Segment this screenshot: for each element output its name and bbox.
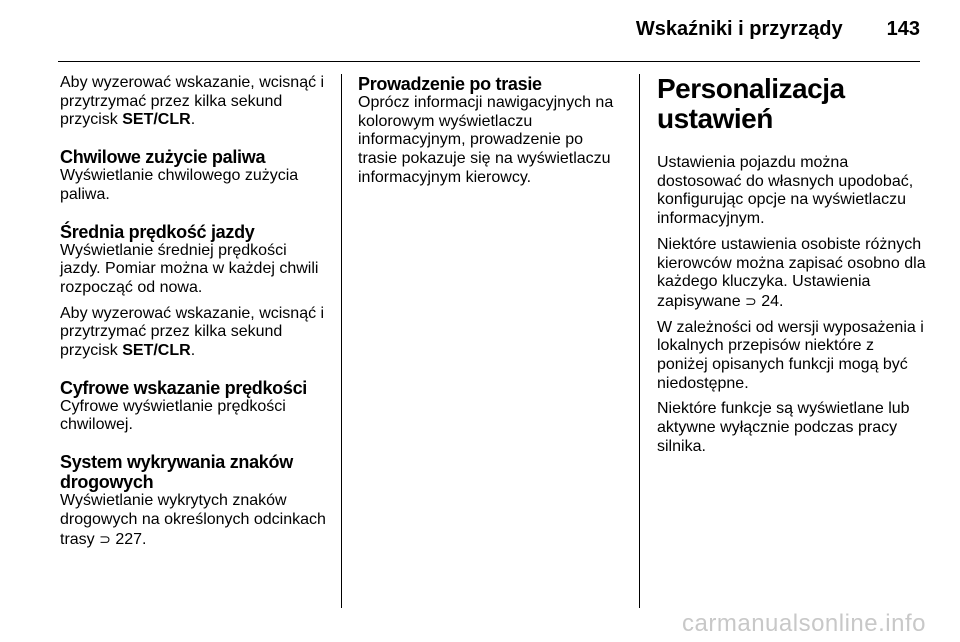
reset-end-2: . — [190, 342, 196, 360]
sign-recognition-heading: System wykrywania znaków drogowych — [60, 452, 293, 493]
personalization-p2 — [657, 236, 927, 312]
set-clr-label-1: SET/CLR — [122, 111, 191, 129]
watermark: carmanualsonline.info — [682, 610, 926, 637]
set-clr-label-2: SET/CLR — [122, 342, 191, 360]
sign-page-ref: 227. — [115, 530, 147, 548]
speed-heading: Średnia prędkość jazdy — [60, 221, 255, 242]
header-title: Wskaźniki i przyrządy — [635, 18, 843, 40]
fuel-text: Wyświetlanie chwilowego zużycia paliwa. — [60, 167, 299, 203]
personalization-p1: Ustawienia pojazdu można dostosować do własnych upodobać, konfigurując opcje na wyświetlaczu informacyjnym. — [657, 154, 914, 228]
p2-text: Niektóre ustawienia osobiste różnych kierowców można zapisać osobno dla każdego kluczyka. Ustawienia zapisywane — [657, 235, 926, 310]
speed-text: Wyświetlanie średniej prędkości jazdy. Pomiar można w każdej chwili rozpocząć od nowa. — [60, 241, 319, 296]
reset-end-1: . — [190, 111, 196, 129]
column-2 — [358, 74, 620, 195]
route-guidance-heading: Prowadzenie po trasie — [358, 74, 542, 94]
p2-page-ref: 24. — [761, 292, 784, 310]
page-header — [636, 18, 920, 41]
sign-recognition-text — [60, 492, 328, 549]
digital-speed-heading: Cyfrowe wskazanie prędkości — [60, 377, 308, 398]
page-number: 143 — [886, 18, 920, 40]
column-3 — [657, 74, 927, 464]
column-1 — [60, 74, 328, 556]
fuel-heading: Chwilowe zużycie paliwa — [60, 147, 266, 168]
page-reference-icon: ⊃ — [99, 530, 111, 547]
header-rule — [58, 61, 920, 62]
personalization-p4: Niektóre funkcje są wyświetlane lub aktywne wyłącznie podczas pracy silnika. — [657, 400, 910, 455]
column-divider-2 — [639, 74, 640, 608]
route-guidance-text: Oprócz informacji nawigacyjnych na kolorowym wyświetlaczu informacyjnym, prowadzenie po trasie pokazuje się na wyświetlaczu informacyjnym kierowcy. — [358, 94, 614, 186]
reset-paragraph-2 — [60, 305, 328, 361]
personalization-p3: W zależności od wersji wyposażenia i lokalnych przepisów niektóre z poniżej opisanych funkcji mogą być niedostępne. — [657, 318, 924, 392]
reset-paragraph-1 — [60, 74, 328, 130]
page-reference-icon: ⊃ — [745, 292, 757, 309]
sign-text: Wyświetlanie wykrytych znaków drogowych na określonych odcinkach trasy — [60, 492, 326, 548]
personalization-title: Personalizacja ustawień — [657, 73, 845, 134]
digital-speed-text: Cyfrowe wyświetlanie prędkości chwilowej. — [60, 397, 286, 434]
reset-text-2: Aby wyzerować wskazanie, wcisnąć i przytrzymać przez kilka sekund przycisk — [60, 304, 325, 360]
column-divider-1 — [341, 74, 342, 608]
reset-text-1: Aby wyzerować wskazanie, wcisnąć i przytrzymać przez kilka sekund przycisk — [60, 74, 325, 129]
